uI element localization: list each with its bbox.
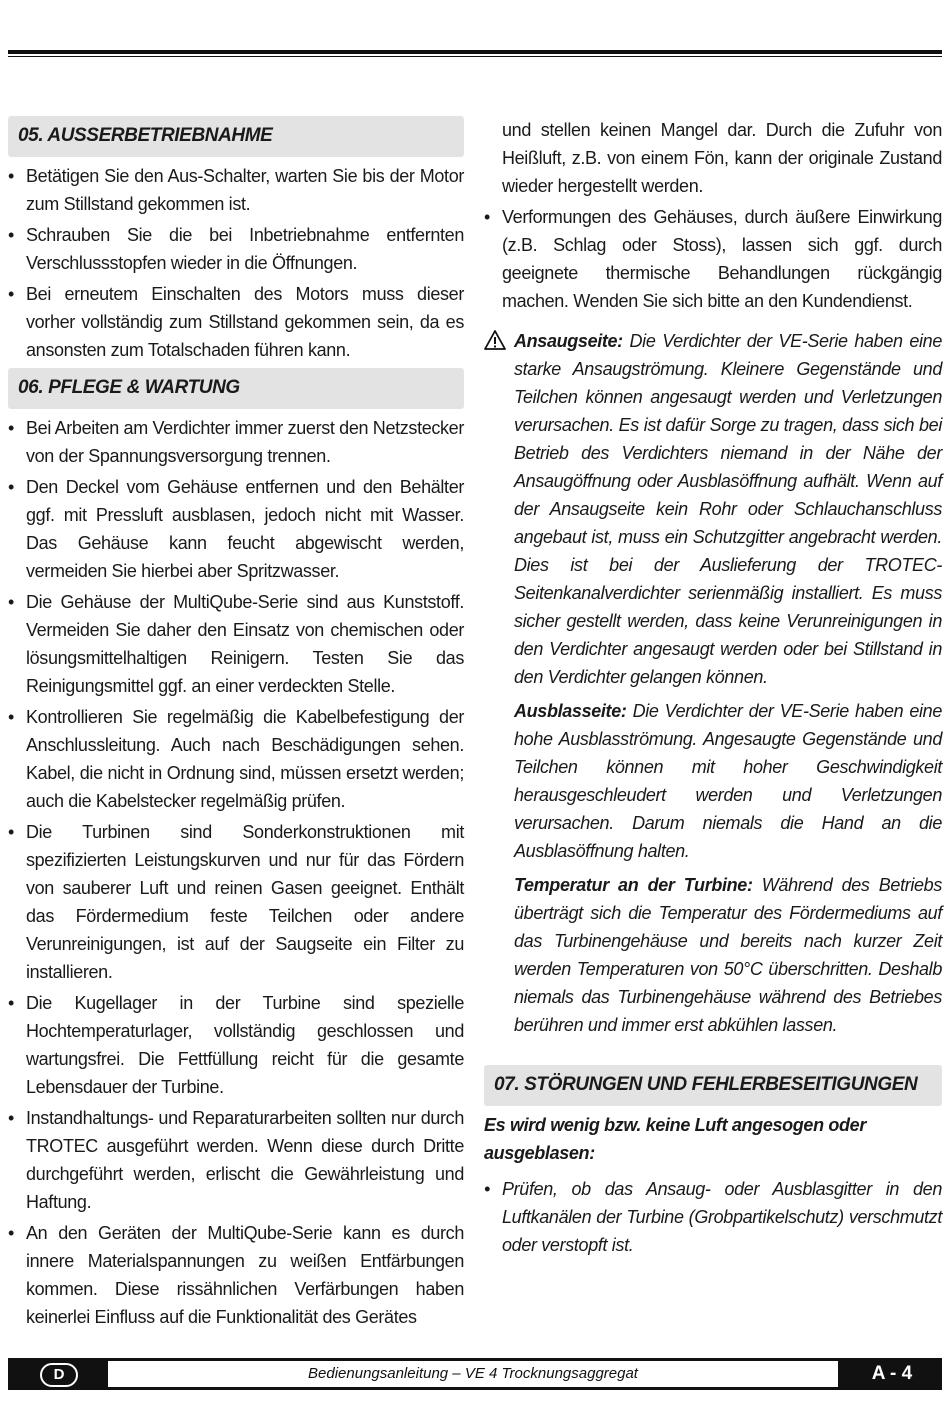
section-heading-stoerungen: 07. STÖRUNGEN UND FEHLERBESEITIGUNGEN: [484, 1065, 942, 1106]
warning-text: Die Verdichter der VE-Serie haben eine starke Ansaugströmung. Kleinere Gegenstände und Teilchen können angesaugt werden und Verletzungen verursachen. Es ist dafür Sorge zu tragen, dass sich bei Betrieb des Verdichters niemand in der Nähe der Ansaugöffnung oder Ausblasöffnung aufhält. Wenn auf der Ansaugseite kein Rohr oder Schlauchanschluss angebaut ist, muss ein Schutzgitter angebracht werden. Dies ist bei der Auslieferung der TROTEC-Seitenkanalverdichter serienmäßig installiert. Es muss sicher gestellt werden, dass keine Verunreinigungen in den Verdichter angesaugt werden oder bei Stillstand in den Verdichter gelangen können.: [514, 331, 942, 687]
warning-block: [484, 327, 942, 1039]
troubleshooting-question: Es wird wenig bzw. keine Luft angesogen oder ausgeblasen:: [484, 1115, 866, 1163]
warning-ansaugseite: [514, 327, 942, 691]
list-item: • Kontrollieren Sie regelmäßig die Kabelbefestigung der Anschlussleitung. Auch nach Beschädigungen sehen. Kabel, die nicht in Ordnung sind, müssen ersetzt werden; auch die Kabelstecker regelmäßig prüfen.: [8, 703, 464, 815]
pflege-wartung-list-continued: [484, 203, 942, 315]
warning-label: Temperatur an der Turbine:: [514, 875, 753, 895]
continued-list-text: und stellen keinen Mangel dar. Durch die Zufuhr von Heißluft, z.B. von einem Fön, kann der originale Zustand wieder hergestellt werden.: [502, 120, 942, 196]
list-item: • Bei Arbeiten am Verdichter immer zuerst den Netzstecker von der Spannungsversorgung trennen.: [8, 414, 464, 470]
warning-label: Ausblasseite:: [514, 701, 627, 721]
pflege-wartung-list: [8, 414, 464, 1331]
warning-temperatur: [514, 871, 942, 1039]
list-item: • Den Deckel vom Gehäuse entfernen und den Behälter ggf. mit Pressluft ausblasen, jedoch nicht mit Wasser. Das Gehäuse kann feucht abgewischt werden, vermeiden Sie hierbei aber Spritzwasser.: [8, 473, 464, 585]
list-item: • Instandhaltungs- und Reparaturarbeiten sollten nur durch TROTEC ausgeführt werden. Wenn diese durch Dritte durchgeführt werden, erlischt die Gewährleistung und Haftung.: [8, 1104, 464, 1216]
ausserbetriebnahme-list: [8, 162, 464, 364]
right-column: [484, 116, 942, 1259]
list-item: • Die Turbinen sind Sonderkonstruktionen mit spezifizierten Leistungskurven und nur für das Fördern von sauberer Luft und reinen Gasen geeignet. Enthält das Fördermedium feste Teilchen oder andere Verunreinigungen, ist auf der Saugseite ein Filter zu installieren.: [8, 818, 464, 986]
troubleshooting-list: [484, 1175, 942, 1259]
list-item: • Betätigen Sie den Aus-Schalter, warten Sie bis der Motor zum Stillstand gekommen ist.: [8, 162, 464, 218]
footer-title: Bedienungsanleitung – VE 4 Trocknungsaggregat: [108, 1361, 838, 1387]
header-rule-thin: [8, 56, 942, 57]
list-item: • Verformungen des Gehäuses, durch äußere Einwirkung (z.B. Schlag oder Stoss), lassen sich ggf. durch geeignete thermische Behandlungen rückgängig machen. Wenden Sie sich bitte an den Kundendienst.: [484, 203, 942, 315]
section-heading-ausserbetriebnahme: 05. AUSSERBETRIEBNAHME: [8, 116, 464, 157]
section-heading-pflege-wartung: 06. PFLEGE & WARTUNG: [8, 368, 464, 409]
warning-label: Ansaugseite:: [514, 331, 623, 351]
page-footer: [8, 1358, 942, 1390]
language-box: [8, 1358, 104, 1390]
warning-triangle-icon: [484, 329, 506, 351]
left-column: [8, 116, 464, 1335]
list-item: • An den Geräten der MultiQube-Serie kann es durch innere Materialspannungen zu weißen Entfärbungen kommen. Diese rissähnlichen Verfärbungen haben keinerlei Einfluss auf die Funktionalität des Gerätes: [8, 1219, 464, 1331]
list-item: • Schrauben Sie die bei Inbetriebnahme entfernten Verschlussstopfen wieder in die Öffnungen.: [8, 221, 464, 277]
list-item: • Prüfen, ob das Ansaug- oder Ausblasgitter in den Luftkanälen der Turbine (Grobpartikelschutz) verschmutzt oder verstopft ist.: [484, 1175, 942, 1259]
warning-ausblasseite: [514, 697, 942, 865]
list-item: • Die Gehäuse der MultiQube-Serie sind aus Kunststoff. Vermeiden Sie daher den Einsatz von chemischen oder lösungsmittelhaltigen Reinigern. Testen Sie das Reinigungsmittel ggf. an einer verdeckten Stelle.: [8, 588, 464, 700]
list-item: • Die Kugellager in der Turbine sind spezielle Hochtemperaturlager, vollständig geschlossen und wartungsfrei. Die Fettfüllung reicht für die gesamte Lebensdauer der Turbine.: [8, 989, 464, 1101]
header-rule-thick: [8, 50, 942, 54]
list-item: • Bei erneutem Einschalten des Motors muss dieser vorher vollständig zum Stillstand gekommen sein, da es ansonsten zum Totalschaden führen kann.: [8, 280, 464, 364]
warning-text: Während des Betriebs überträgt sich die Temperatur des Fördermediums auf das Turbinengehäuse und bereits nach kurzer Zeit werden Temperaturen von 50°C überschritten. Deshalb niemals das Turbinengehäuse während des Betriebes berühren und immer erst abkühlen lassen.: [514, 875, 942, 1035]
warning-text: Die Verdichter der VE-Serie haben eine hohe Ausblasströmung. Angesaugte Gegenstände und Teilchen können mit hoher Geschwindigkeit herausgeschleudert werden und Verletzungen verursachen. Darum niemals die Hand an die Ausblasöffnung halten.: [514, 701, 942, 861]
language-badge: D: [40, 1363, 78, 1387]
page-number: A - 4: [871, 1363, 913, 1384]
